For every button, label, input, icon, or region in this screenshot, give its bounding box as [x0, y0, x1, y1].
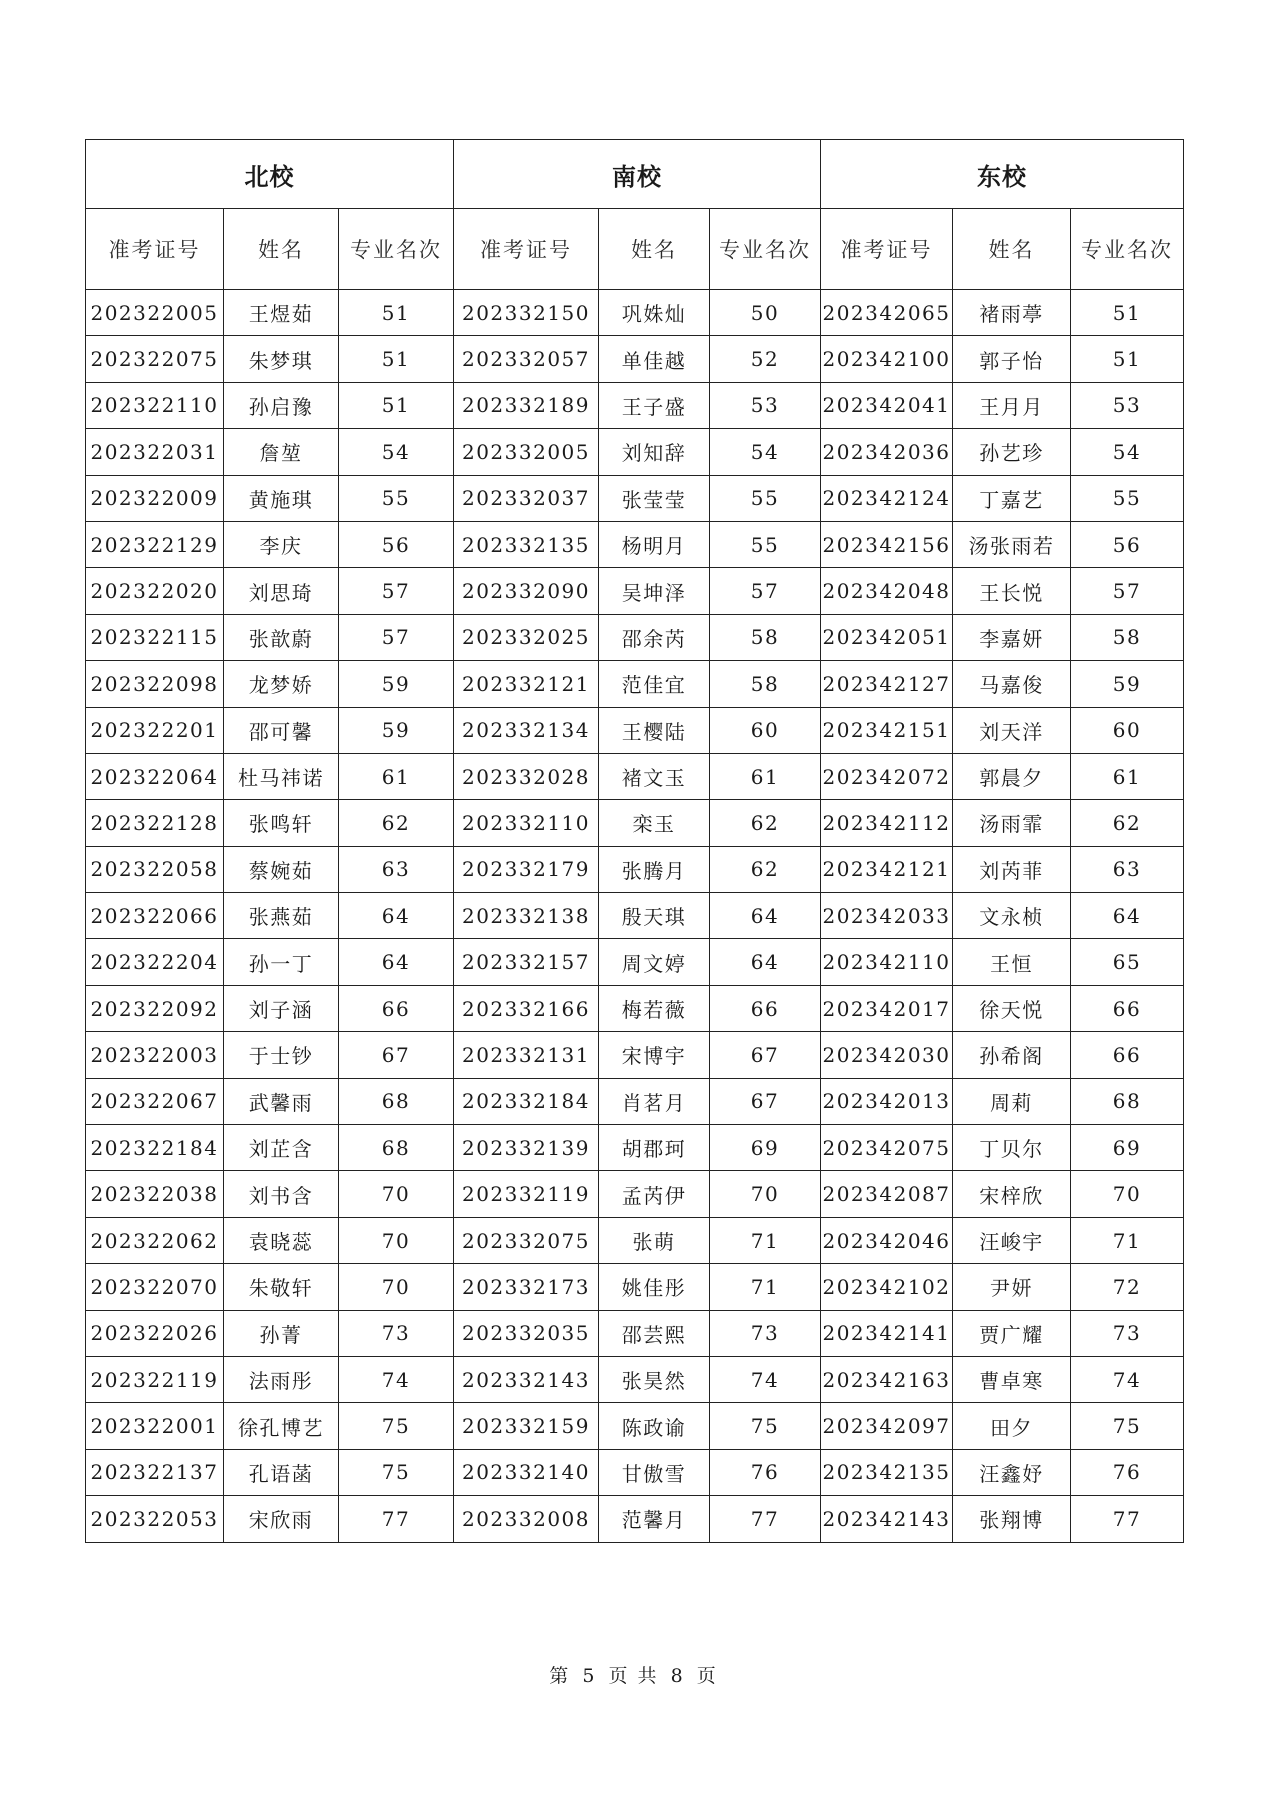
east-id-cell: 202342065: [821, 290, 953, 336]
south-id-cell: 202332173: [454, 1264, 599, 1310]
east-rank-cell: 51: [1071, 336, 1184, 382]
table-row: [86, 939, 1184, 985]
north-rank-cell: 66: [339, 985, 454, 1031]
north-name-cell: 杜马祎诺: [224, 753, 339, 799]
east-name-cell: 文永桢: [953, 893, 1071, 939]
south-rank-cell: 71: [710, 1217, 821, 1263]
north-name-cell: 朱敬轩: [224, 1264, 339, 1310]
south-rank-cell: 74: [710, 1356, 821, 1402]
south-rank-cell: 52: [710, 336, 821, 382]
north-name-cell: 张歆蔚: [224, 614, 339, 660]
south-name-cell: 梅若薇: [599, 985, 710, 1031]
east-rank-cell: 60: [1071, 707, 1184, 753]
south-id-cell: 202332057: [454, 336, 599, 382]
north-id-cell: 202322067: [86, 1078, 224, 1124]
east-rank-cell: 64: [1071, 893, 1184, 939]
north-id-cell: 202322009: [86, 475, 224, 521]
north-rank-cell: 77: [339, 1496, 454, 1542]
east-name-cell: 刘天洋: [953, 707, 1071, 753]
table-row: [86, 1171, 1184, 1217]
south-name-cell: 栾玉: [599, 800, 710, 846]
table-row: [86, 336, 1184, 382]
south-id-cell: 202332005: [454, 429, 599, 475]
table-row: [86, 1078, 1184, 1124]
south-name-cell: 姚佳彤: [599, 1264, 710, 1310]
east-id-cell: 202342102: [821, 1264, 953, 1310]
north-name-cell: 黄施琪: [224, 475, 339, 521]
south-name-cell: 王子盛: [599, 382, 710, 428]
south-id-cell: 202332110: [454, 800, 599, 846]
south-rank-cell: 64: [710, 893, 821, 939]
south-id-cell: 202332150: [454, 290, 599, 336]
south-name-cell: 吴坤泽: [599, 568, 710, 614]
east-name-cell: 汪峻宇: [953, 1217, 1071, 1263]
north-name-cell: 徐孔博艺: [224, 1403, 339, 1449]
east-name-cell: 汤雨霏: [953, 800, 1071, 846]
south-rank-cell: 73: [710, 1310, 821, 1356]
east-id-cell: 202342033: [821, 893, 953, 939]
east-rank-cell: 74: [1071, 1356, 1184, 1402]
east-id-cell: 202342097: [821, 1403, 953, 1449]
table-row: [86, 707, 1184, 753]
east-name-cell: 曹卓寒: [953, 1356, 1071, 1402]
north-rank-cell: 75: [339, 1449, 454, 1495]
table-row: [86, 661, 1184, 707]
table-row: [86, 1403, 1184, 1449]
north-rank-cell: 51: [339, 382, 454, 428]
table-row: [86, 1356, 1184, 1402]
south-id-cell: 202332119: [454, 1171, 599, 1217]
east-rank-cell: 65: [1071, 939, 1184, 985]
north-rank-cell: 70: [339, 1171, 454, 1217]
table-row: [86, 846, 1184, 892]
north-rank-cell: 55: [339, 475, 454, 521]
north-rank-cell: 67: [339, 1032, 454, 1078]
south-id-cell: 202332143: [454, 1356, 599, 1402]
north-name-cell: 龙梦娇: [224, 661, 339, 707]
footer-current-page: 5: [582, 1665, 597, 1687]
north-rank-cell: 59: [339, 707, 454, 753]
east-name-cell: 孙希阁: [953, 1032, 1071, 1078]
south-rank-cell: 53: [710, 382, 821, 428]
north-id-cell: 202322098: [86, 661, 224, 707]
east-id-cell: 202342100: [821, 336, 953, 382]
north-id-cell: 202322201: [86, 707, 224, 753]
east-id-cell: 202342135: [821, 1449, 953, 1495]
east-name-cell: 汪鑫妤: [953, 1449, 1071, 1495]
east-name-cell: 马嘉俊: [953, 661, 1071, 707]
table-row: [86, 1310, 1184, 1356]
south-name-cell: 邵芸熙: [599, 1310, 710, 1356]
north-name-cell: 张鸣轩: [224, 800, 339, 846]
east-rank-cell: 53: [1071, 382, 1184, 428]
south-name-cell: 殷天琪: [599, 893, 710, 939]
south-rank-cell: 57: [710, 568, 821, 614]
east-name-cell: 丁贝尔: [953, 1125, 1071, 1171]
east-rank-cell: 76: [1071, 1449, 1184, 1495]
south-name-cell: 邵余芮: [599, 614, 710, 660]
east-rank-cell: 68: [1071, 1078, 1184, 1124]
east-id-cell: 202342143: [821, 1496, 953, 1542]
east-name-cell: 贾广耀: [953, 1310, 1071, 1356]
south-rank-cell: 67: [710, 1078, 821, 1124]
south-name-cell: 单佳越: [599, 336, 710, 382]
north-rank-cell: 51: [339, 336, 454, 382]
south-name-cell: 范馨月: [599, 1496, 710, 1542]
column-header-name: 姓名: [953, 209, 1071, 290]
south-name-cell: 刘知辞: [599, 429, 710, 475]
east-rank-cell: 57: [1071, 568, 1184, 614]
north-name-cell: 孔语菡: [224, 1449, 339, 1495]
south-name-cell: 范佳宜: [599, 661, 710, 707]
east-rank-cell: 61: [1071, 753, 1184, 799]
north-name-cell: 武馨雨: [224, 1078, 339, 1124]
east-id-cell: 202342030: [821, 1032, 953, 1078]
east-rank-cell: 59: [1071, 661, 1184, 707]
south-rank-cell: 76: [710, 1449, 821, 1495]
north-name-cell: 朱梦琪: [224, 336, 339, 382]
south-name-cell: 肖茗月: [599, 1078, 710, 1124]
east-id-cell: 202342110: [821, 939, 953, 985]
east-rank-cell: 70: [1071, 1171, 1184, 1217]
north-rank-cell: 64: [339, 939, 454, 985]
east-rank-cell: 66: [1071, 1032, 1184, 1078]
east-rank-cell: 63: [1071, 846, 1184, 892]
north-name-cell: 刘芷含: [224, 1125, 339, 1171]
north-rank-cell: 51: [339, 290, 454, 336]
south-id-cell: 202332037: [454, 475, 599, 521]
east-rank-cell: 66: [1071, 985, 1184, 1031]
south-name-cell: 孟芮伊: [599, 1171, 710, 1217]
south-id-cell: 202332139: [454, 1125, 599, 1171]
south-rank-cell: 50: [710, 290, 821, 336]
east-name-cell: 孙艺珍: [953, 429, 1071, 475]
south-rank-cell: 66: [710, 985, 821, 1031]
table-row: [86, 1449, 1184, 1495]
south-rank-cell: 61: [710, 753, 821, 799]
north-name-cell: 于士钞: [224, 1032, 339, 1078]
north-name-cell: 王煜茹: [224, 290, 339, 336]
south-id-cell: 202332140: [454, 1449, 599, 1495]
north-name-cell: 袁晓蕊: [224, 1217, 339, 1263]
north-name-cell: 刘思琦: [224, 568, 339, 614]
south-name-cell: 张莹莹: [599, 475, 710, 521]
north-rank-cell: 63: [339, 846, 454, 892]
north-id-cell: 202322053: [86, 1496, 224, 1542]
north-id-cell: 202322001: [86, 1403, 224, 1449]
south-id-cell: 202332008: [454, 1496, 599, 1542]
east-name-cell: 李嘉妍: [953, 614, 1071, 660]
north-rank-cell: 54: [339, 429, 454, 475]
south-rank-cell: 70: [710, 1171, 821, 1217]
north-rank-cell: 75: [339, 1403, 454, 1449]
north-id-cell: 202322137: [86, 1449, 224, 1495]
south-name-cell: 宋博宇: [599, 1032, 710, 1078]
east-id-cell: 202342046: [821, 1217, 953, 1263]
table-row: [86, 753, 1184, 799]
north-name-cell: 蔡婉茹: [224, 846, 339, 892]
column-header-rank: 专业名次: [339, 209, 454, 290]
footer-total-pages: 8: [670, 1665, 685, 1687]
column-header-rank: 专业名次: [1071, 209, 1184, 290]
north-id-cell: 202322128: [86, 800, 224, 846]
north-id-cell: 202322129: [86, 521, 224, 567]
south-rank-cell: 69: [710, 1125, 821, 1171]
school-header-south: 南校: [454, 140, 821, 209]
north-rank-cell: 61: [339, 753, 454, 799]
north-rank-cell: 59: [339, 661, 454, 707]
north-name-cell: 刘书含: [224, 1171, 339, 1217]
north-name-cell: 宋欣雨: [224, 1496, 339, 1542]
south-name-cell: 张腾月: [599, 846, 710, 892]
table-row: [86, 568, 1184, 614]
north-rank-cell: 70: [339, 1264, 454, 1310]
north-id-cell: 202322020: [86, 568, 224, 614]
south-rank-cell: 67: [710, 1032, 821, 1078]
table-row: [86, 1032, 1184, 1078]
east-name-cell: 褚雨葶: [953, 290, 1071, 336]
south-rank-cell: 77: [710, 1496, 821, 1542]
east-name-cell: 丁嘉艺: [953, 475, 1071, 521]
north-name-cell: 邵可馨: [224, 707, 339, 753]
north-name-cell: 李庆: [224, 521, 339, 567]
south-id-cell: 202332121: [454, 661, 599, 707]
east-id-cell: 202342127: [821, 661, 953, 707]
column-header-name: 姓名: [224, 209, 339, 290]
south-id-cell: 202332138: [454, 893, 599, 939]
south-id-cell: 202332090: [454, 568, 599, 614]
ranking-table: [85, 139, 1184, 1543]
east-id-cell: 202342141: [821, 1310, 953, 1356]
north-rank-cell: 70: [339, 1217, 454, 1263]
east-id-cell: 202342048: [821, 568, 953, 614]
column-header-rank: 专业名次: [710, 209, 821, 290]
east-rank-cell: 51: [1071, 290, 1184, 336]
south-id-cell: 202332179: [454, 846, 599, 892]
north-id-cell: 202322062: [86, 1217, 224, 1263]
south-rank-cell: 62: [710, 846, 821, 892]
north-id-cell: 202322075: [86, 336, 224, 382]
east-rank-cell: 58: [1071, 614, 1184, 660]
south-id-cell: 202332184: [454, 1078, 599, 1124]
east-id-cell: 202342121: [821, 846, 953, 892]
north-id-cell: 202322038: [86, 1171, 224, 1217]
table-body: [86, 290, 1184, 1543]
north-rank-cell: 56: [339, 521, 454, 567]
footer-suffix: 页: [696, 1665, 718, 1687]
south-id-cell: 202332025: [454, 614, 599, 660]
south-name-cell: 杨明月: [599, 521, 710, 567]
east-name-cell: 宋梓欣: [953, 1171, 1071, 1217]
table-row: [86, 1496, 1184, 1542]
column-header-id: 准考证号: [454, 209, 599, 290]
east-id-cell: 202342112: [821, 800, 953, 846]
east-rank-cell: 71: [1071, 1217, 1184, 1263]
column-header-id: 准考证号: [86, 209, 224, 290]
south-name-cell: 陈政谕: [599, 1403, 710, 1449]
table-row: [86, 382, 1184, 428]
east-id-cell: 202342036: [821, 429, 953, 475]
east-rank-cell: 72: [1071, 1264, 1184, 1310]
south-id-cell: 202332135: [454, 521, 599, 567]
east-name-cell: 郭子怡: [953, 336, 1071, 382]
east-id-cell: 202342041: [821, 382, 953, 428]
east-id-cell: 202342151: [821, 707, 953, 753]
east-name-cell: 徐天悦: [953, 985, 1071, 1031]
table-row: [86, 475, 1184, 521]
footer-middle: 页 共: [608, 1665, 659, 1687]
east-id-cell: 202342156: [821, 521, 953, 567]
south-id-cell: 202332131: [454, 1032, 599, 1078]
east-name-cell: 王月月: [953, 382, 1071, 428]
table-row: [86, 985, 1184, 1031]
north-name-cell: 詹堃: [224, 429, 339, 475]
north-rank-cell: 57: [339, 568, 454, 614]
south-name-cell: 王樱陆: [599, 707, 710, 753]
east-name-cell: 郭晨夕: [953, 753, 1071, 799]
column-header-name: 姓名: [599, 209, 710, 290]
east-rank-cell: 73: [1071, 1310, 1184, 1356]
east-rank-cell: 77: [1071, 1496, 1184, 1542]
south-id-cell: 202332035: [454, 1310, 599, 1356]
east-name-cell: 刘芮菲: [953, 846, 1071, 892]
east-name-cell: 周莉: [953, 1078, 1071, 1124]
east-name-cell: 张翔博: [953, 1496, 1071, 1542]
north-name-cell: 孙启豫: [224, 382, 339, 428]
south-id-cell: 202332028: [454, 753, 599, 799]
north-id-cell: 202322092: [86, 985, 224, 1031]
north-rank-cell: 73: [339, 1310, 454, 1356]
table-row: [86, 1217, 1184, 1263]
north-rank-cell: 62: [339, 800, 454, 846]
school-header-north: 北校: [86, 140, 454, 209]
table-row: [86, 1125, 1184, 1171]
north-id-cell: 202322031: [86, 429, 224, 475]
table-row: [86, 290, 1184, 336]
south-name-cell: 巩姝灿: [599, 290, 710, 336]
north-name-cell: 张燕茹: [224, 893, 339, 939]
south-id-cell: 202332157: [454, 939, 599, 985]
table-row: [86, 1264, 1184, 1310]
north-rank-cell: 64: [339, 893, 454, 939]
north-id-cell: 202322066: [86, 893, 224, 939]
north-id-cell: 202322064: [86, 753, 224, 799]
table-row: [86, 429, 1184, 475]
south-name-cell: 甘傲雪: [599, 1449, 710, 1495]
north-rank-cell: 57: [339, 614, 454, 660]
north-id-cell: 202322115: [86, 614, 224, 660]
east-name-cell: 汤张雨若: [953, 521, 1071, 567]
south-rank-cell: 75: [710, 1403, 821, 1449]
east-id-cell: 202342013: [821, 1078, 953, 1124]
south-id-cell: 202332075: [454, 1217, 599, 1263]
north-name-cell: 刘子涵: [224, 985, 339, 1031]
south-rank-cell: 55: [710, 475, 821, 521]
east-id-cell: 202342163: [821, 1356, 953, 1402]
south-name-cell: 周文婷: [599, 939, 710, 985]
south-rank-cell: 62: [710, 800, 821, 846]
east-id-cell: 202342087: [821, 1171, 953, 1217]
south-rank-cell: 71: [710, 1264, 821, 1310]
north-id-cell: 202322070: [86, 1264, 224, 1310]
north-id-cell: 202322026: [86, 1310, 224, 1356]
north-name-cell: 孙菁: [224, 1310, 339, 1356]
south-rank-cell: 58: [710, 661, 821, 707]
south-rank-cell: 54: [710, 429, 821, 475]
south-id-cell: 202332189: [454, 382, 599, 428]
north-id-cell: 202322110: [86, 382, 224, 428]
east-id-cell: 202342072: [821, 753, 953, 799]
south-name-cell: 胡郡珂: [599, 1125, 710, 1171]
east-rank-cell: 75: [1071, 1403, 1184, 1449]
south-name-cell: 褚文玉: [599, 753, 710, 799]
north-rank-cell: 74: [339, 1356, 454, 1402]
south-id-cell: 202332159: [454, 1403, 599, 1449]
south-rank-cell: 64: [710, 939, 821, 985]
east-id-cell: 202342017: [821, 985, 953, 1031]
north-id-cell: 202322119: [86, 1356, 224, 1402]
east-rank-cell: 62: [1071, 800, 1184, 846]
south-rank-cell: 58: [710, 614, 821, 660]
column-header-row: [86, 209, 1184, 290]
north-id-cell: 202322005: [86, 290, 224, 336]
east-name-cell: 王恒: [953, 939, 1071, 985]
north-rank-cell: 68: [339, 1125, 454, 1171]
east-id-cell: 202342124: [821, 475, 953, 521]
east-name-cell: 田夕: [953, 1403, 1071, 1449]
east-name-cell: 王长悦: [953, 568, 1071, 614]
school-header-row: [86, 140, 1184, 209]
column-header-id: 准考证号: [821, 209, 953, 290]
school-header-east: 东校: [821, 140, 1184, 209]
east-rank-cell: 56: [1071, 521, 1184, 567]
table-row: [86, 521, 1184, 567]
page-footer: [0, 1661, 1267, 1688]
north-id-cell: 202322003: [86, 1032, 224, 1078]
table-row: [86, 893, 1184, 939]
north-rank-cell: 68: [339, 1078, 454, 1124]
footer-prefix: 第: [549, 1665, 571, 1687]
south-id-cell: 202332166: [454, 985, 599, 1031]
north-id-cell: 202322204: [86, 939, 224, 985]
south-name-cell: 张萌: [599, 1217, 710, 1263]
east-rank-cell: 69: [1071, 1125, 1184, 1171]
south-name-cell: 张昊然: [599, 1356, 710, 1402]
east-name-cell: 尹妍: [953, 1264, 1071, 1310]
north-name-cell: 法雨彤: [224, 1356, 339, 1402]
south-rank-cell: 55: [710, 521, 821, 567]
table-row: [86, 614, 1184, 660]
east-id-cell: 202342051: [821, 614, 953, 660]
table-row: [86, 800, 1184, 846]
north-id-cell: 202322184: [86, 1125, 224, 1171]
east-rank-cell: 54: [1071, 429, 1184, 475]
south-id-cell: 202332134: [454, 707, 599, 753]
east-id-cell: 202342075: [821, 1125, 953, 1171]
south-rank-cell: 60: [710, 707, 821, 753]
north-id-cell: 202322058: [86, 846, 224, 892]
north-name-cell: 孙一丁: [224, 939, 339, 985]
east-rank-cell: 55: [1071, 475, 1184, 521]
